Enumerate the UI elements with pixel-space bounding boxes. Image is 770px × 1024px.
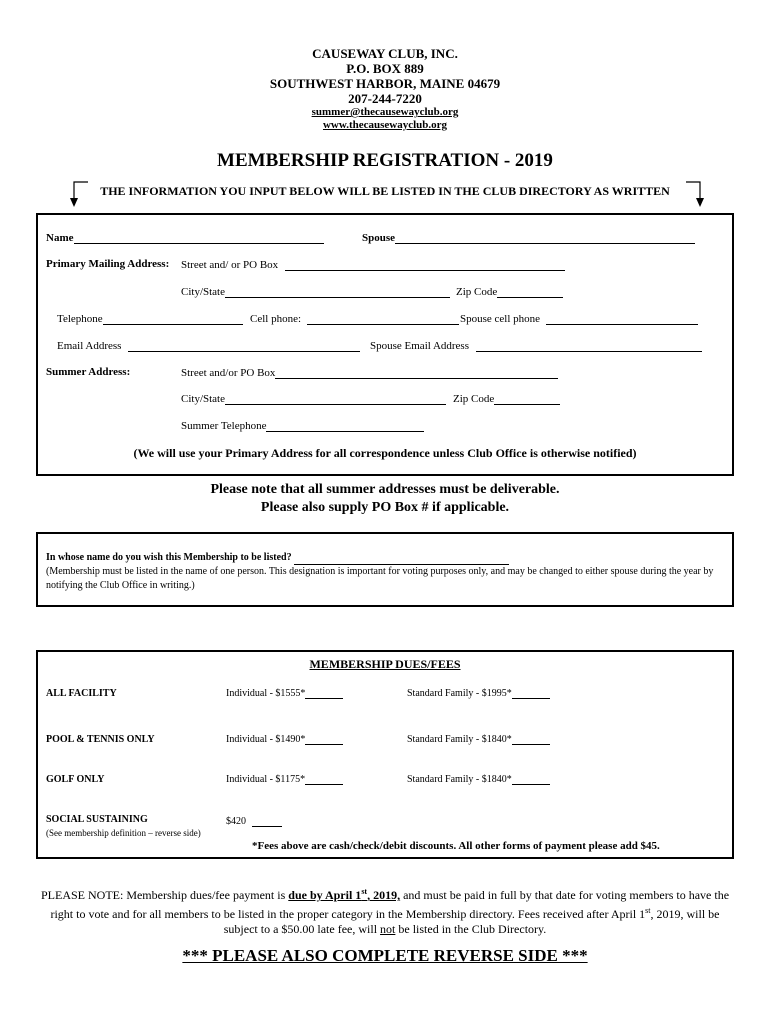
telephone-label: Telephone	[57, 313, 103, 325]
dues-family-pool-tennis: Standard Family - $1840*	[407, 734, 550, 745]
spouse-cell-field[interactable]	[546, 312, 698, 325]
spouse-cell-label: Spouse cell phone	[460, 313, 541, 325]
due-date: due by April 1st, 2019,	[288, 887, 401, 902]
cell-row	[250, 312, 459, 325]
email-field[interactable]	[128, 339, 360, 352]
golf-individual-field[interactable]	[305, 774, 343, 785]
all-facility-family-field[interactable]	[512, 688, 550, 699]
summer-city-field[interactable]	[225, 392, 446, 405]
deliverable-note-line1: Please note that all summer addresses must be deliverable.	[210, 482, 560, 497]
telephone-row	[57, 312, 243, 325]
membership-name-explanation: (Membership must be listed in the name of one person. This designation is important for voting purposes only, and may be changed to either spouse during the year by notifying the Club Office in writing.)	[46, 566, 714, 591]
dues-individual-golf: Individual - $1175*	[226, 774, 343, 785]
email-label: Email Address	[57, 340, 122, 352]
spouse-email-row	[370, 339, 702, 352]
summer-phone-field[interactable]	[266, 419, 424, 432]
org-name: CAUSEWAY CLUB, INC.	[312, 46, 458, 61]
pool-tennis-family-field[interactable]	[512, 734, 550, 745]
all-facility-individual-field[interactable]	[305, 688, 343, 699]
spouse-email-label: Spouse Email Address	[370, 340, 469, 352]
email-row	[57, 339, 360, 352]
org-email[interactable]: summer@thecausewayclub.org	[311, 106, 459, 118]
dues-family-all-facility: Standard Family - $1995*	[407, 688, 550, 699]
name-row	[46, 231, 324, 244]
summer-street-row	[181, 366, 558, 379]
org-website[interactable]: www.thecausewayclub.org	[322, 119, 448, 131]
spouse-label: Spouse	[362, 232, 396, 244]
social-field[interactable]	[252, 814, 282, 827]
summer-city-label: City/State	[181, 393, 225, 405]
primary-street-row	[181, 258, 565, 271]
payment-note: PLEASE NOTE: Membership dues/fee payment is due by April 1st, 2019, and must be paid in full by that date for voting members to have the right to vote and for all members to be listed in the proper category in the Membership directory. Fees received after April 1st, 2019, will be subject to a $50.00 late fee, will not be listed in the Club Directory.	[40, 887, 730, 936]
summer-street-label: Street and/or PO Box	[181, 367, 276, 379]
summer-zip-field[interactable]	[494, 392, 560, 405]
dues-family-golf: Standard Family - $1840*	[407, 774, 550, 785]
summer-phone-row	[181, 419, 424, 432]
org-city: SOUTHWEST HARBOR, MAINE 04679	[269, 76, 501, 91]
social-note: (See membership definition – reverse side)	[46, 828, 201, 838]
org-phone: 207-244-7220	[348, 91, 422, 106]
dues-heading: MEMBERSHIP DUES/FEES	[309, 657, 461, 671]
summer-street-field[interactable]	[275, 366, 558, 379]
deliverable-note	[0, 481, 770, 517]
dues-category-social: SOCIAL SUSTAINING	[46, 814, 148, 825]
spouse-field[interactable]	[395, 231, 695, 244]
directory-note: THE INFORMATION YOU INPUT BELOW WILL BE LISTED IN THE CLUB DIRECTORY AS WRITTEN	[100, 184, 670, 198]
dues-individual-all-facility: Individual - $1555*	[226, 688, 343, 699]
primary-address-label: Primary Mailing Address:	[46, 258, 170, 270]
page-title: MEMBERSHIP REGISTRATION - 2019	[217, 150, 553, 171]
correspondence-note: (We will use your Primary Address for all correspondence unless Club Office is otherwise notified)	[133, 446, 637, 460]
letterhead	[0, 46, 770, 132]
summer-city-row	[181, 392, 446, 405]
dues-category-golf: GOLF ONLY	[46, 774, 105, 785]
primary-street-field[interactable]	[285, 258, 565, 271]
po-box: P.O. BOX 889	[346, 61, 424, 76]
dues-social-price: $420	[226, 814, 282, 827]
summer-phone-label: Summer Telephone	[181, 420, 267, 432]
name-label: Name	[46, 232, 74, 244]
name-field[interactable]	[74, 231, 324, 244]
primary-zip-label: Zip Code	[456, 286, 498, 298]
cell-field[interactable]	[307, 312, 459, 325]
dues-category-all-facility: ALL FACILITY	[46, 688, 117, 699]
reverse-side-note: *** PLEASE ALSO COMPLETE REVERSE SIDE ***	[182, 946, 588, 965]
cell-label: Cell phone:	[250, 313, 302, 325]
membership-name-field[interactable]	[294, 554, 509, 565]
deliverable-note-line2: Please also supply PO Box # if applicable.	[260, 500, 510, 515]
not-word: not	[380, 922, 396, 936]
primary-zip-field[interactable]	[497, 285, 563, 298]
primary-street-label: Street and/ or PO Box	[181, 259, 279, 271]
summer-address-label: Summer Address:	[46, 366, 131, 378]
spouse-cell-row	[460, 312, 698, 325]
fee-note: *Fees above are cash/check/debit discounts. All other forms of payment please add $45.	[252, 840, 660, 852]
dues-individual-pool-tennis: Individual - $1490*	[226, 734, 343, 745]
spouse-email-field[interactable]	[476, 339, 702, 352]
membership-name-section	[46, 551, 726, 593]
dues-category-pool-tennis: POOL & TENNIS ONLY	[46, 734, 155, 745]
primary-city-row	[181, 285, 450, 298]
summer-zip-label: Zip Code	[453, 393, 495, 405]
primary-zip-row	[456, 285, 563, 298]
telephone-field[interactable]	[103, 312, 243, 325]
primary-city-field[interactable]	[225, 285, 450, 298]
pool-tennis-individual-field[interactable]	[305, 734, 343, 745]
membership-name-question: In whose name do you wish this Membership to be listed?	[46, 552, 292, 563]
summer-zip-row	[453, 392, 560, 405]
spouse-row	[362, 231, 695, 244]
primary-city-label: City/State	[181, 286, 225, 298]
golf-family-field[interactable]	[512, 774, 550, 785]
